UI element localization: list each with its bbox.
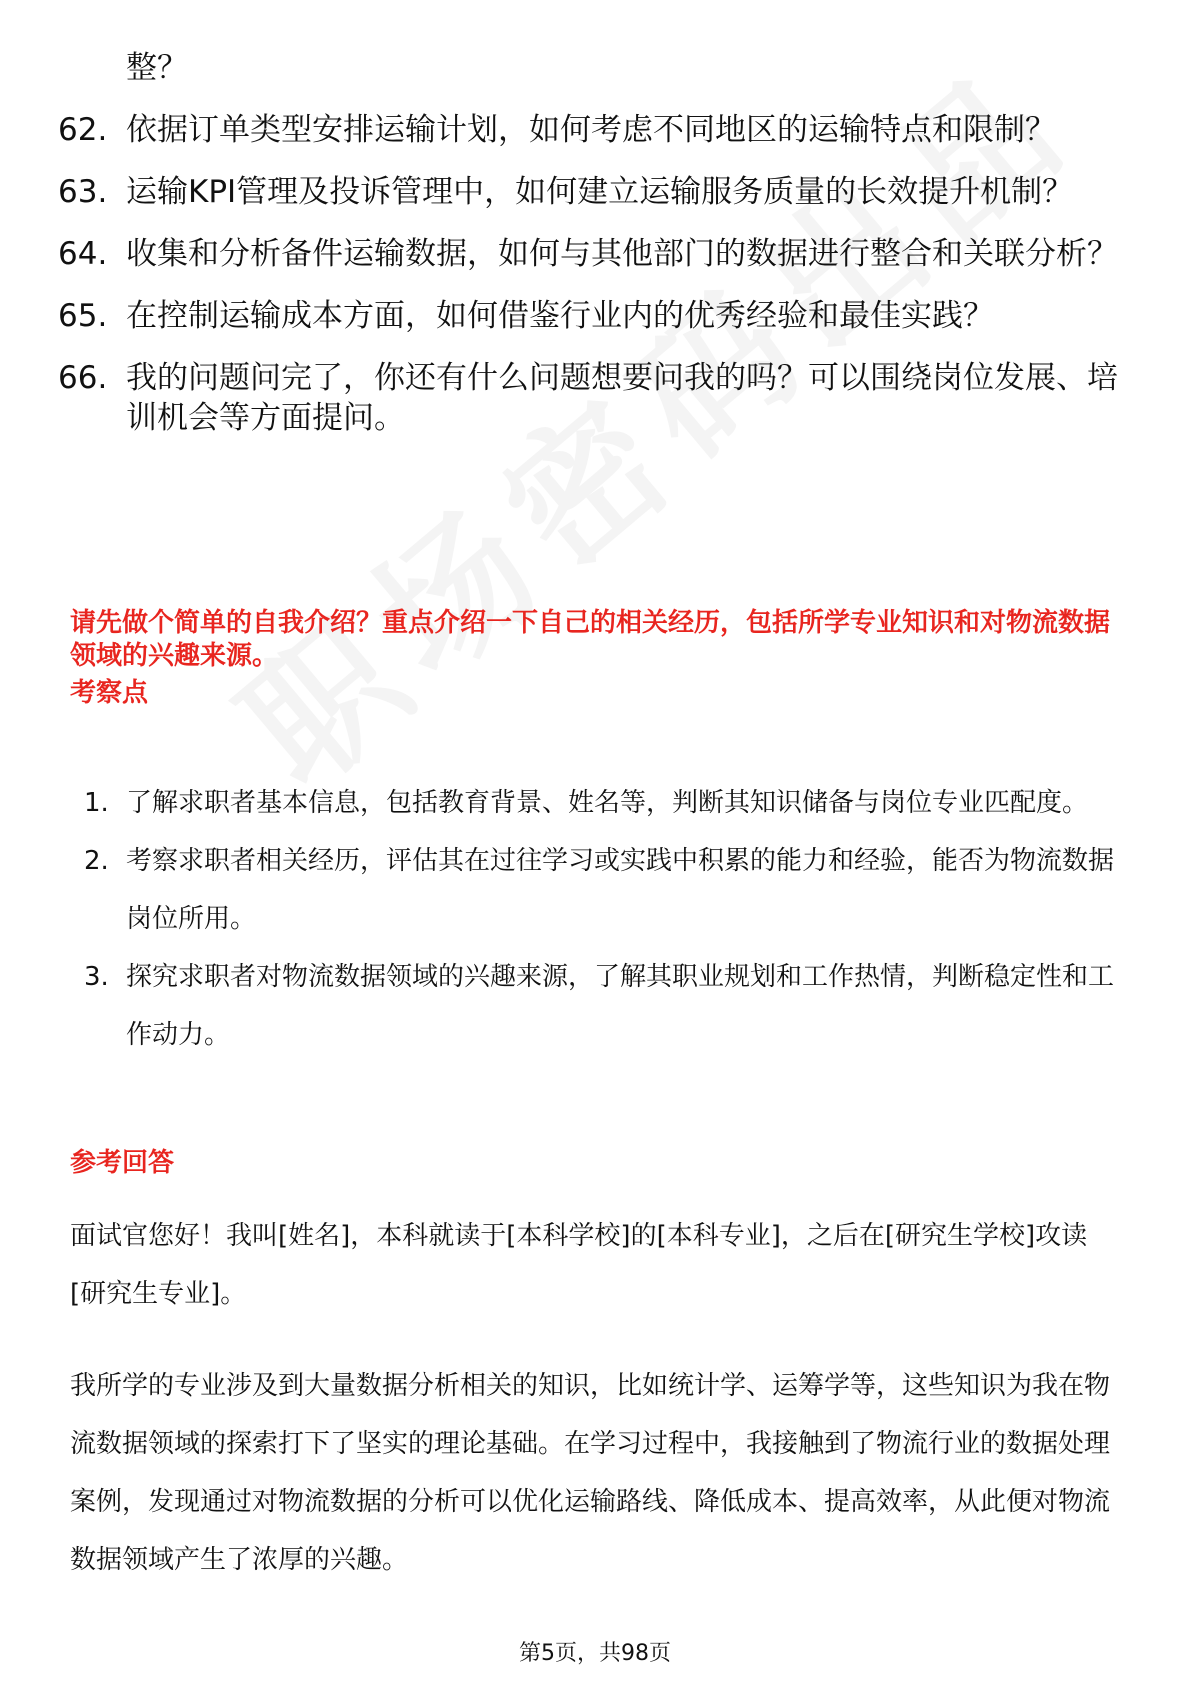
list-item xyxy=(58,172,1118,212)
question-number: 62. xyxy=(58,112,108,148)
assessment-points xyxy=(84,774,1124,1064)
question-continuation: 整？ xyxy=(126,50,188,86)
list-item xyxy=(58,358,1118,438)
list-item xyxy=(84,832,1124,948)
point-text: 了解求职者基本信息，包括教育背景、姓名等，判断其知识储备与岗位专业匹配度。 xyxy=(126,788,1089,818)
question-text: 我的问题问完了，你还有什么问题想要问我的吗？可以围绕岗位发展、培训机会等方面提问。 xyxy=(126,360,1118,436)
point-number: 1. xyxy=(84,788,109,818)
question-text: 收集和分析备件运输数据，如何与其他部门的数据进行整合和关联分析？ xyxy=(126,236,1118,272)
point-number: 2. xyxy=(84,846,109,876)
question-text: 运输KPI管理及投诉管理中，如何建立运输服务质量的长效提升机制？ xyxy=(126,174,1074,210)
section-title-answer: 参考回答 xyxy=(70,1148,175,1178)
list-item xyxy=(58,296,1118,336)
question-list xyxy=(58,110,1118,460)
point-number: 3. xyxy=(84,962,109,992)
point-text: 探究求职者对物流数据领域的兴趣来源，了解其职业规划和工作热情，判断稳定性和工作动力。 xyxy=(126,962,1115,1050)
list-item xyxy=(84,774,1124,832)
question-number: 66. xyxy=(58,360,108,396)
interview-question: 请先做个简单的自我介绍？重点介绍一下自己的相关经历，包括所学专业知识和对物流数据领域的兴趣来源。 xyxy=(70,608,1111,671)
question-text: 在控制运输成本方面，如何借鉴行业内的优秀经验和最佳实践？ xyxy=(126,298,994,334)
question-text: 依据订单类型安排运输计划，如何考虑不同地区的运输特点和限制？ xyxy=(126,112,1056,148)
section-title-points: 考察点 xyxy=(70,678,149,708)
question-number: 65. xyxy=(58,298,108,334)
list-item xyxy=(58,110,1118,150)
list-item xyxy=(58,234,1118,274)
question-number: 63. xyxy=(58,174,108,210)
answer-paragraph: 面试官您好！我叫[姓名]，本科就读于[本科学校]的[本科专业]，之后在[研究生学校]攻读[研究生专业]。 xyxy=(70,1221,1088,1309)
question-number: 64. xyxy=(58,236,108,272)
page-footer: 第5页，共98页 xyxy=(519,1641,671,1666)
list-item xyxy=(84,948,1124,1064)
point-text: 考察求职者相关经历，评估其在过往学习或实践中积累的能力和经验，能否为物流数据岗位所用。 xyxy=(126,846,1115,934)
answer-paragraph: 我所学的专业涉及到大量数据分析相关的知识，比如统计学、运筹学等，这些知识为我在物流数据领域的探索打下了坚实的理论基础。在学习过程中，我接触到了物流行业的数据处理案例，发现通过对物流数据的分析可以优化运输路线、降低成本、提高效率，从此便对物流数据领域产生了浓厚的兴趣。 xyxy=(70,1371,1111,1575)
